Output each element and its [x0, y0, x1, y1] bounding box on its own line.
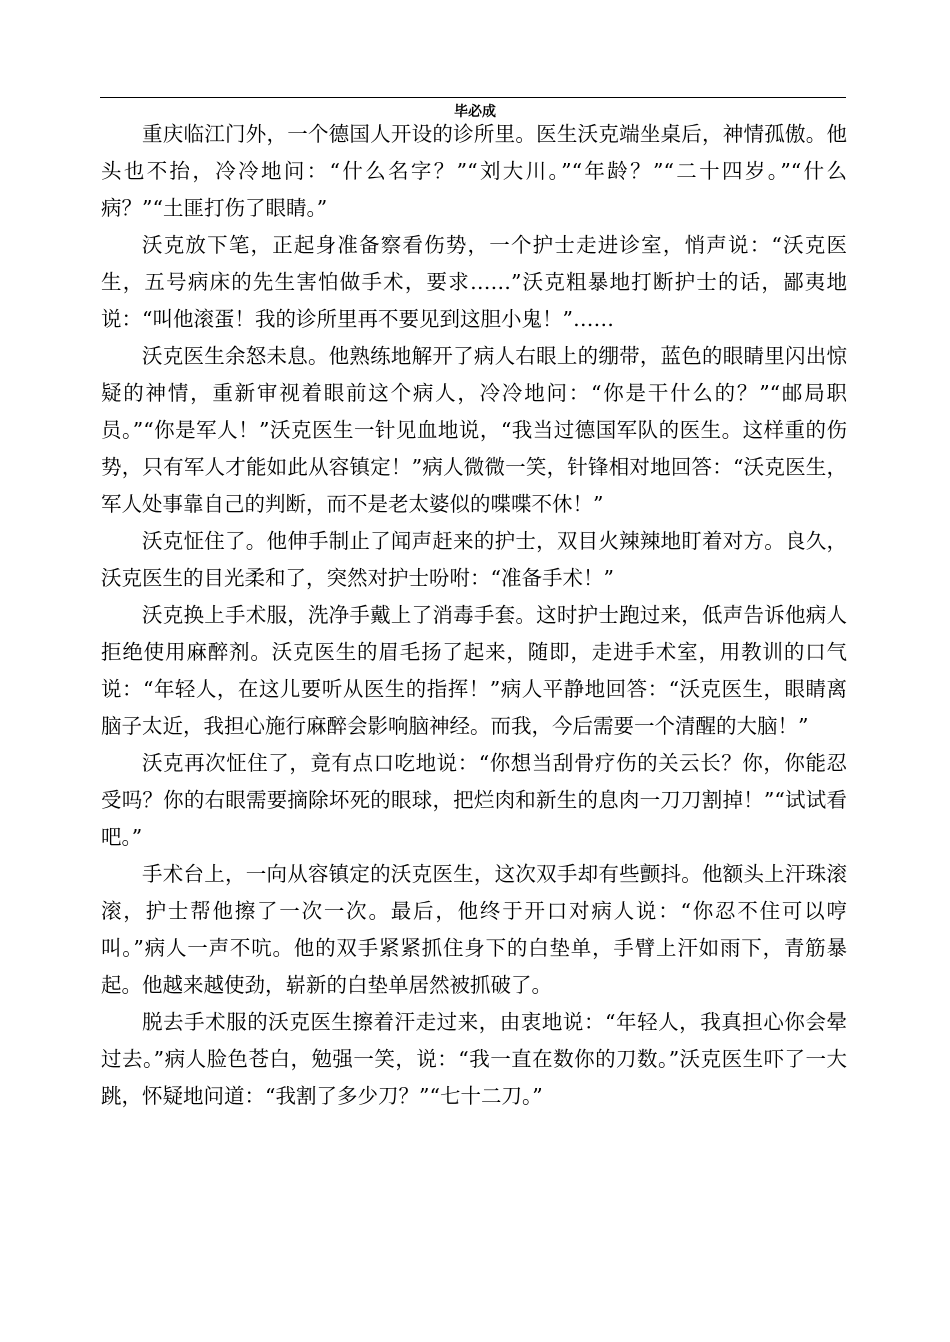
paragraph: 沃克换上手术服，洗净手戴上了消毒手套。这时护士跑过来，低声告诉他病人拒绝使用麻醉剂。沃克医生的眉毛扬了起来，随即，走进手术室，用教训的口气说：“年轻人，在这儿要听从医生的指挥！”病人平静地回答：“沃克医生，眼睛离脑子太近，我担心施行麻醉会影响脑神经。而我，今后需要一个清醒的大脑！”: [101, 603, 847, 738]
paragraph: 手术台上，一向从容镇定的沃克医生，这次双手却有些颤抖。他额头上汗珠滚滚，护士帮他擦了一次一次。最后，他终于开口对病人说：“你忍不住可以哼叫。”病人一声不吭。他的双手紧紧抓住身下的白垫单，手臂上汗如雨下，青筋暴起。他越来越使劲，崭新的白垫单居然被抓破了。: [101, 862, 847, 997]
paragraph: 沃克再次怔住了，竟有点口吃地说：“你想当刮骨疗伤的关云长？你，你能忍受吗？你的右眼需要摘除坏死的眼球，把烂肉和新生的息肉一刀刀割掉！”“试试看吧。”: [101, 751, 847, 849]
paragraph: 沃克怔住了。他伸手制止了闻声赶来的护士，双目火辣辣地盯着对方。良久，沃克医生的目光柔和了，突然对护士吩咐：“准备手术！”: [101, 529, 847, 590]
header-title: 毕必成: [454, 104, 496, 120]
paragraph: 沃克放下笔，正起身准备察看伤势，一个护士走进诊室，悄声说：“沃克医生，五号病床的先生害怕做手术，要求……”沃克粗暴地打断护士的话，鄙夷地说：“叫他滚蛋！我的诊所里再不要见到这胆小鬼！”……: [101, 233, 847, 331]
paragraph: 重庆临江门外，一个德国人开设的诊所里。医生沃克端坐桌后，神情孤傲。他头也不抬，冷冷地问：“什么名字？”“刘大川。”“年龄？”“二十四岁。”“什么病？”“土匪打伤了眼睛。”: [101, 122, 847, 220]
paragraph: 沃克医生余怒未息。他熟练地解开了病人右眼上的绷带，蓝色的眼睛里闪出惊疑的神情，重新审视着眼前这个病人，冷冷地问：“你是干什么的？”“邮局职员。”“你是军人！”沃克医生一针见血地说，“我当过德国军队的医生。这样重的伤势，只有军人才能如此从容镇定！”病人微微一笑，针锋相对地回答：“沃克医生，军人处事靠自己的判断，而不是老太婆似的喋喋不休！”: [101, 344, 847, 516]
story-body: [101, 116, 847, 1115]
header-rule: [100, 97, 846, 98]
paragraph: 脱去手术服的沃克医生擦着汗走过来，由衷地说：“年轻人，我真担心你会晕过去。”病人脸色苍白，勉强一笑，说：“我一直在数你的刀数。”沃克医生吓了一大跳，怀疑地问道：“我割了多少刀？”“七十二刀。”: [101, 1010, 847, 1108]
